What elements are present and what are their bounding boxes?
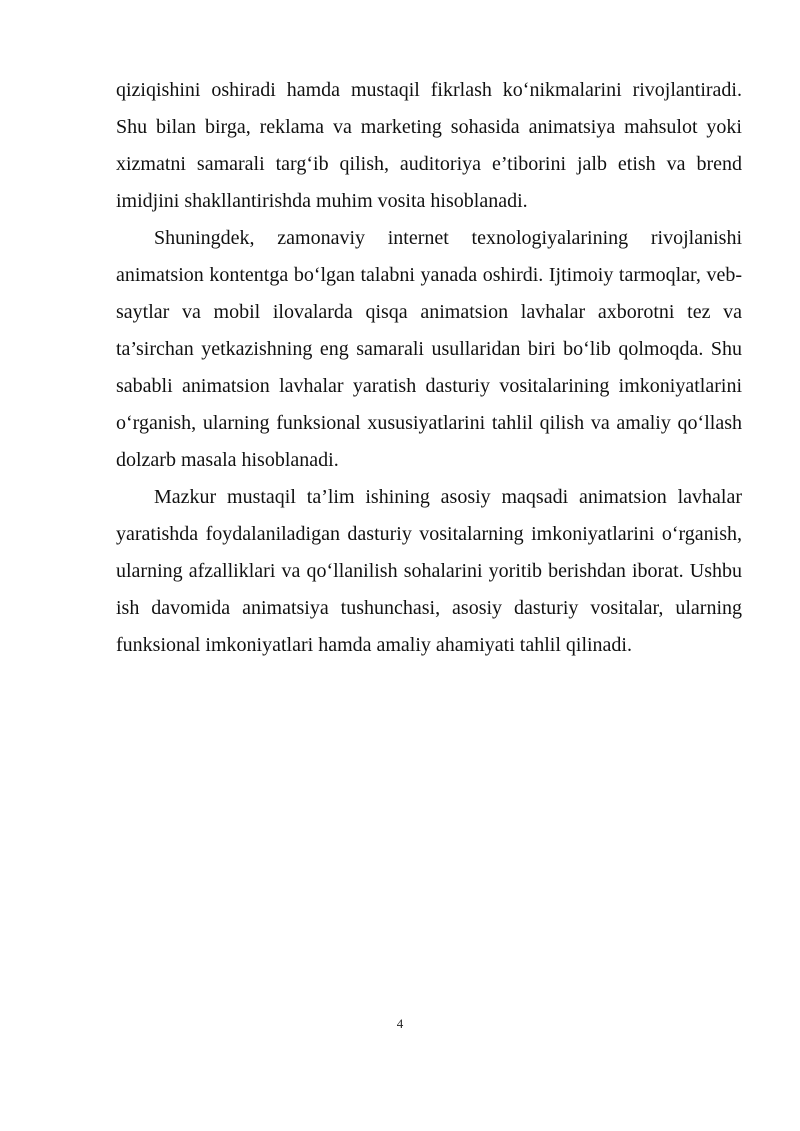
- document-body: [116, 72, 742, 664]
- paragraph-internet-technologies: Shuningdek, zamonaviy internet texnologiyalarining rivojlanishi animatsion kontentga bo‘lgan talabni yanada oshirdi. Ijtimoiy tarmoqlar, veb-saytlar va mobil ilovalarda qisqa animatsion lavhalar axborotni tez va ta’sirchan yetkazishning eng samarali usullaridan biri bo‘lib qolmoqda. Shu sababli animatsion lavhalar yaratish dasturiy vositalarining imkoniyatlarini o‘rganish, ularning funksional xususiyatlarini tahlil qilish va amaliy qo‘llash dolzarb masala hisoblanadi.: [116, 227, 742, 471]
- paragraph-work-purpose: Mazkur mustaqil ta’lim ishining asosiy maqsadi animatsion lavhalar yaratishda foydalaniladigan dasturiy vositalarning imkoniyatlarini o‘rganish, ularning afzalliklari va qo‘llanilish sohalarini yoritib berishdan iborat. Ushbu ish davomida animatsiya tushunchasi, asosiy dasturiy vositalar, ularning funksional imkoniyatlari hamda amaliy ahamiyati tahlil qilinadi.: [116, 486, 742, 656]
- page-number: 4: [396, 1016, 404, 1031]
- paragraph-continuation: qiziqishini oshiradi hamda mustaqil fikrlash ko‘nikmalarini rivojlantiradi. Shu bilan birga, reklama va marketing sohasida animatsiya mahsulot yoki xizmatni samarali targ‘ib qilish, auditoriya e’tiborini jalb etish va brend imidjini shakllantirishda muhim vosita hisoblanadi.: [116, 79, 742, 212]
